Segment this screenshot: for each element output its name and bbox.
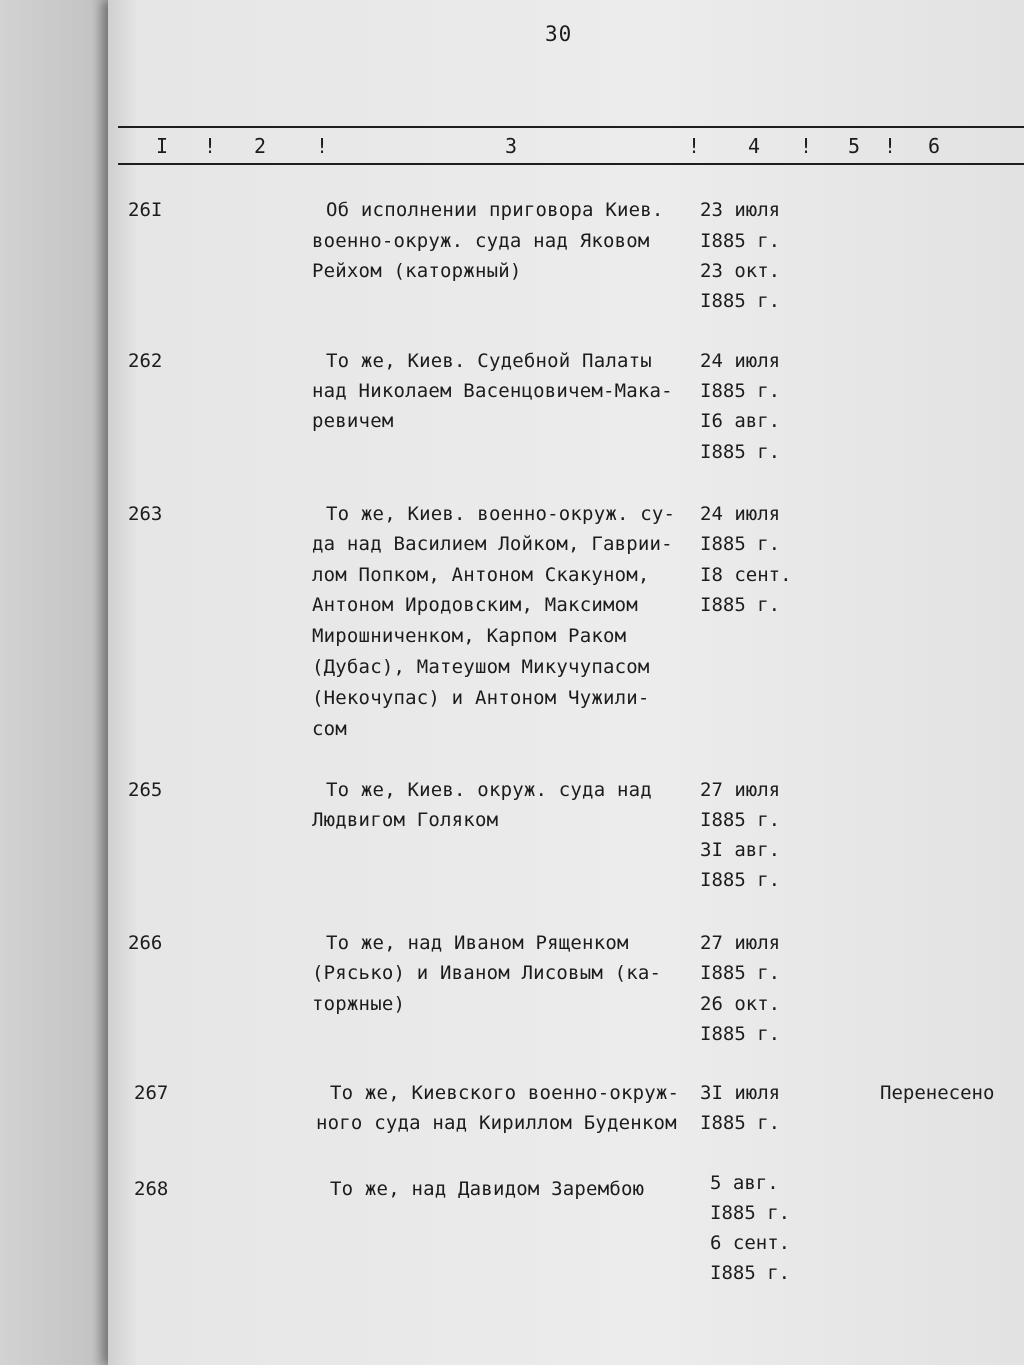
entry-text-line: лом Попком, Антоном Скакуном, bbox=[312, 564, 650, 586]
entry-date-line: 24 июля bbox=[700, 503, 781, 525]
entry-date-line: 3I июля bbox=[700, 1082, 781, 1104]
entry-text-line: торжные) bbox=[312, 993, 406, 1015]
entry-number: 26I bbox=[128, 199, 163, 221]
entry-date-line: I885 г. bbox=[700, 290, 781, 312]
entry-text-line: То же, Киев. военно-окруж. су- bbox=[326, 503, 676, 525]
entry-date-line: I885 г. bbox=[700, 1023, 781, 1045]
entry-text-line: Рейхом (каторжный) bbox=[312, 260, 522, 282]
entry-text-line: военно-окруж. суда над Яковом bbox=[312, 230, 650, 252]
entry-text-line: То же, над Иваном Рященком bbox=[326, 932, 629, 954]
header-separator: ! bbox=[204, 134, 217, 158]
entry-text-line: (Рясько) и Иваном Лисовым (ка- bbox=[312, 962, 662, 984]
entry-date-line: 5 авг. bbox=[710, 1172, 779, 1194]
header-top-rule bbox=[118, 126, 1024, 128]
header-col-1: I bbox=[156, 134, 169, 158]
header-col-2: 2 bbox=[254, 134, 267, 158]
entry-text-line: да над Василием Лойком, Гаврии- bbox=[312, 533, 673, 555]
entry-date-line: 23 окт. bbox=[700, 260, 781, 282]
entry-text-line: сом bbox=[312, 718, 347, 740]
header-separator: ! bbox=[688, 134, 701, 158]
entry-text-line: (Дубас), Матеушом Микучупасом bbox=[312, 656, 650, 678]
entry-date-line: 27 июля bbox=[700, 932, 781, 954]
entry-text-line: ного суда над Кириллом Буденком bbox=[316, 1112, 677, 1134]
entry-number: 268 bbox=[134, 1178, 169, 1200]
entry-date-line: 6 сент. bbox=[710, 1232, 791, 1254]
entry-text-line: Об исполнении приговора Киев. bbox=[326, 199, 664, 221]
entry-date-line: I885 г. bbox=[700, 962, 781, 984]
entry-number: 266 bbox=[128, 932, 163, 954]
entry-date-line: I885 г. bbox=[700, 1112, 781, 1134]
entry-text-line: То же, Киев. окруж. суда над bbox=[326, 779, 652, 801]
entry-date-line: 23 июля bbox=[700, 199, 781, 221]
entry-text-line: Антоном Иродовским, Максимом bbox=[312, 594, 638, 616]
entry-text-line: ревичем bbox=[312, 410, 394, 432]
entry-date-line: I885 г. bbox=[700, 594, 781, 616]
entry-date-line: I885 г. bbox=[700, 380, 781, 402]
entry-text-line: То же, над Давидом Зарембою bbox=[330, 1178, 645, 1200]
header-separator: ! bbox=[316, 134, 329, 158]
entry-note: Перенесено bbox=[880, 1082, 995, 1104]
header-bottom-rule bbox=[118, 163, 1024, 165]
entry-date-line: I885 г. bbox=[710, 1262, 791, 1284]
entry-date-line: I885 г. bbox=[700, 230, 781, 252]
header-col-3: 3 bbox=[505, 134, 518, 158]
entry-number: 265 bbox=[128, 779, 163, 801]
entry-number: 263 bbox=[128, 503, 163, 525]
entry-date-line: I885 г. bbox=[710, 1202, 791, 1224]
entry-number: 262 bbox=[128, 350, 163, 372]
entry-text-line: Людвигом Голяком bbox=[312, 809, 499, 831]
entry-text-line: То же, Киевского военно-окруж- bbox=[330, 1082, 680, 1104]
entry-date-line: 26 окт. bbox=[700, 993, 781, 1015]
entry-date-line: 3I авг. bbox=[700, 839, 781, 861]
entry-text-line: над Николаем Васенцовичем-Мака- bbox=[312, 380, 673, 402]
header-separator: ! bbox=[884, 134, 897, 158]
entry-text-line: То же, Киев. Судебной Палаты bbox=[326, 350, 652, 372]
page-number: 30 bbox=[545, 22, 573, 46]
header-col-5: 5 bbox=[848, 134, 861, 158]
header-separator: ! bbox=[800, 134, 813, 158]
entry-date-line: I6 авг. bbox=[700, 410, 781, 432]
entry-date-line: 27 июля bbox=[700, 779, 781, 801]
entry-date-line: I885 г. bbox=[700, 441, 781, 463]
header-col-4: 4 bbox=[748, 134, 761, 158]
header-col-6: 6 bbox=[928, 134, 941, 158]
entry-text-line: (Некочупас) и Антоном Чужили- bbox=[312, 687, 650, 709]
entry-date-line: I885 г. bbox=[700, 533, 781, 555]
entry-date-line: I885 г. bbox=[700, 809, 781, 831]
entry-date-line: 24 июля bbox=[700, 350, 781, 372]
entry-date-line: I8 сент. bbox=[700, 564, 792, 586]
entry-text-line: Мирошниченком, Карпом Раком bbox=[312, 625, 627, 647]
entry-date-line: I885 г. bbox=[700, 869, 781, 891]
entry-number: 267 bbox=[134, 1082, 169, 1104]
